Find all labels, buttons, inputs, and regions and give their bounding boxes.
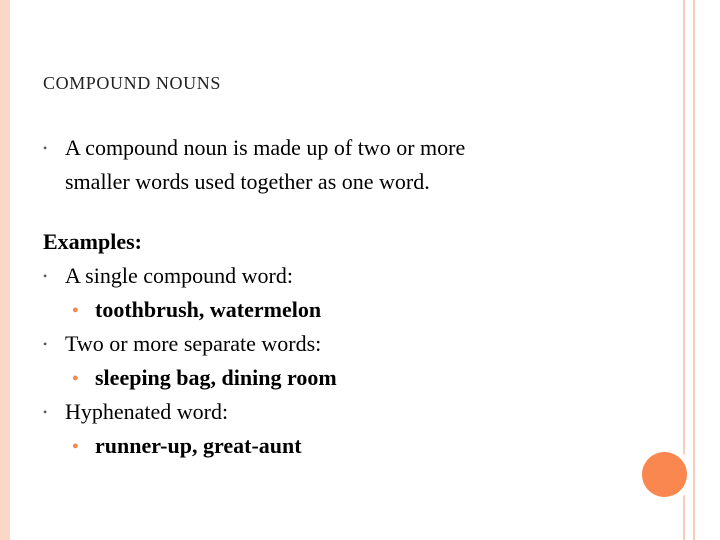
slide-title: COMPOUND NOUNS bbox=[43, 73, 221, 93]
item-examples: sleeping bag, dining room bbox=[95, 365, 337, 390]
item-examples: toothbrush, watermelon bbox=[95, 297, 322, 322]
item-label: A single compound word: bbox=[65, 263, 293, 288]
right-rule-decoration-2 bbox=[693, 0, 695, 540]
circle-decoration bbox=[642, 452, 687, 497]
item-label: Two or more separate words: bbox=[65, 331, 322, 356]
slide-body bbox=[43, 131, 643, 463]
dot-icon: ● bbox=[72, 440, 79, 452]
sub-list-item bbox=[43, 429, 643, 463]
list-item bbox=[43, 259, 643, 293]
item-examples: runner-up, great-aunt bbox=[95, 433, 302, 458]
sub-list-item bbox=[43, 293, 643, 327]
list-item bbox=[43, 327, 643, 361]
bullet-icon: • bbox=[43, 269, 48, 283]
dot-icon: ● bbox=[72, 304, 79, 316]
bullet-icon: • bbox=[43, 141, 48, 155]
intro-line-1: A compound noun is made up of two or more bbox=[65, 135, 466, 160]
item-label: Hyphenated word: bbox=[65, 399, 229, 424]
bullet-icon: • bbox=[43, 337, 48, 351]
intro-line-2: smaller words used together as one word. bbox=[65, 169, 430, 194]
list-item bbox=[43, 395, 643, 429]
left-border-decoration bbox=[0, 0, 10, 540]
bullet-icon: • bbox=[43, 405, 48, 419]
examples-heading: Examples: bbox=[43, 229, 142, 254]
sub-list-item bbox=[43, 361, 643, 395]
intro-bullet bbox=[43, 131, 643, 199]
dot-icon: ● bbox=[72, 372, 79, 384]
